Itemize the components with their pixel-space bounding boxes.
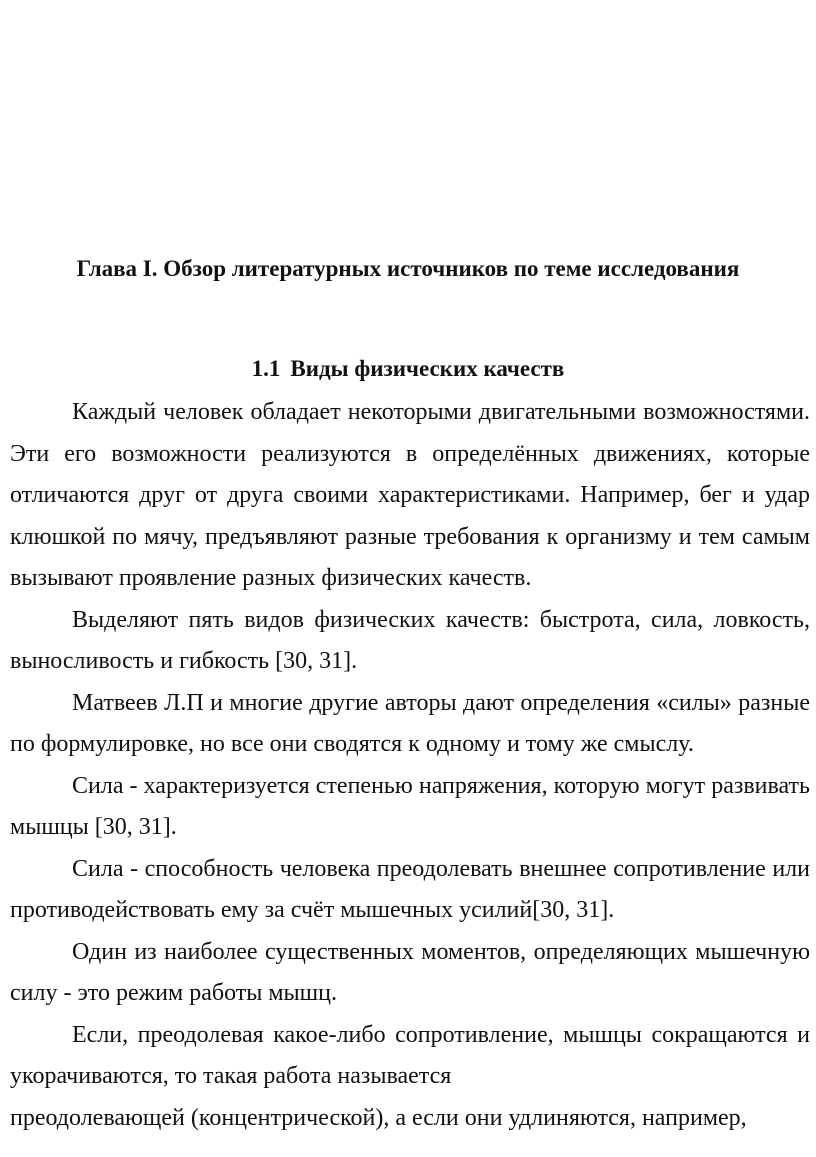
paragraph: Выделяют пять видов физических качеств: быстрота, сила, ловкость, выносливость и гибкость [30, 31]. [10,606,810,674]
body-text [10,392,810,1139]
section-number: 1.1 [251,356,281,381]
chapter-title: Глава I. Обзор литературных источников по теме исследования [76,256,740,281]
paragraph: Сила - способность человека преодолевать внешнее сопротивление или противодействовать ему за счёт мышечных усилий[30, 31]. [10,855,810,923]
paragraph-last-part2: преодолевающей (концентрической), а если они удлиняются, например, [10,1104,747,1131]
paragraph: Один из наиболее существенных моментов, определяющих мышечную силу - это режим работы мышц. [10,938,810,1006]
section-title [0,354,816,384]
paragraph-last-part1: Если, преодолевая какое-либо сопротивление, мышцы сокращаются и укорачиваются, то такая работа называется [10,1021,810,1089]
section-title-text: Виды физических качеств [290,356,565,381]
paragraph: Каждый человек обладает некоторыми двигательными возможностями. Эти его возможности реализуются в определённых движениях, которые отличаются друг от друга своими характеристиками. Например, бег и удар клюшкой по мячу, предъявляют разные требования к организму и тем самым вызывают проявление разных физических качеств. [10,399,810,591]
paragraph-last [10,1015,810,1140]
paragraph: Сила - характеризуется степенью напряжения, которую могут развивать мышцы [30, 31]. [10,772,810,840]
paragraph: Матвеев Л.П и многие другие авторы дают определения «силы» разные по формулировке, но все они сводятся к одному и тому же смыслу. [10,689,810,757]
